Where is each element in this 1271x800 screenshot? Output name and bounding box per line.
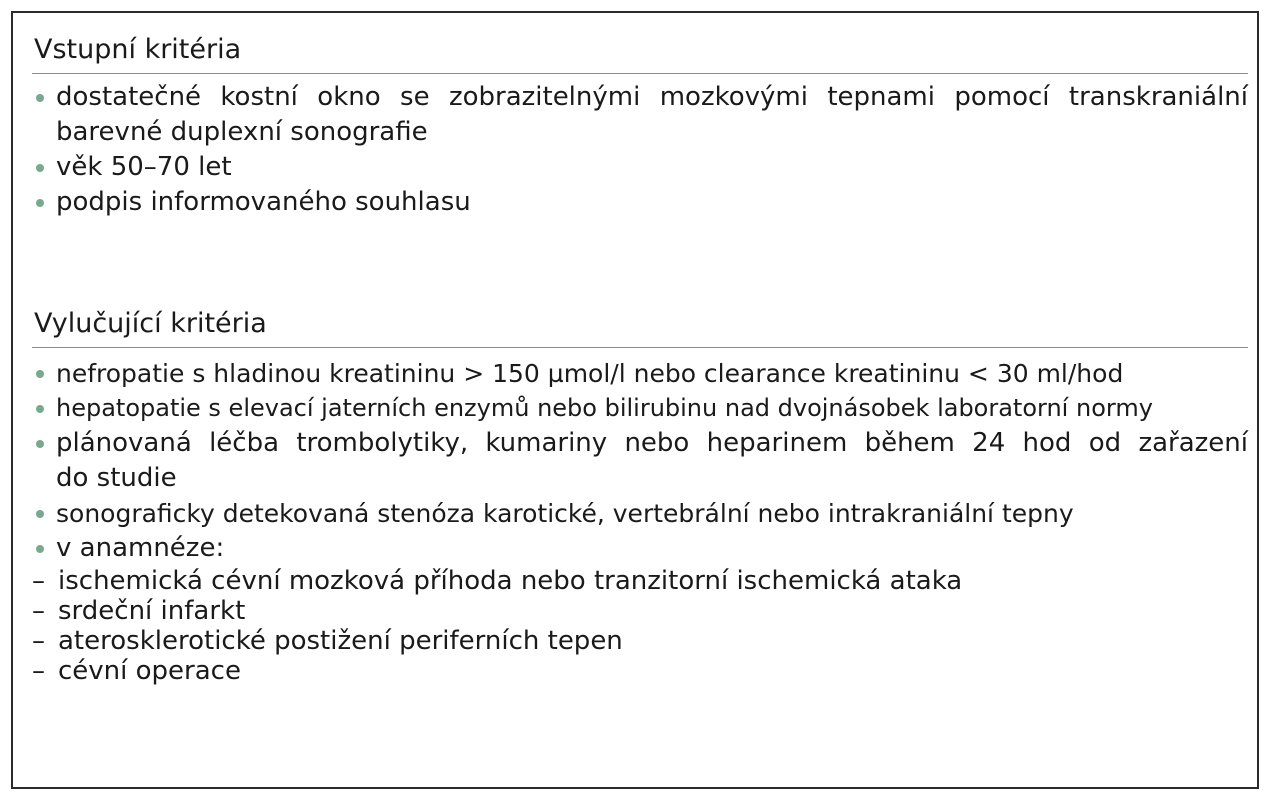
exclusion-divider — [32, 347, 1248, 348]
list-item — [32, 356, 1248, 391]
item-text-line: nefropatie s hladinou kreatininu > 150 µmol/l nebo clearance kreatininu < 30 ml/hod — [56, 359, 1124, 388]
bullet-icon — [36, 164, 44, 172]
criteria-table — [11, 11, 1259, 789]
sublist-item — [32, 626, 1248, 656]
list-item — [32, 185, 1248, 220]
item-text-line: do studie — [56, 463, 177, 493]
item-text-line: sonograficky detekovaná stenóza karotické, vertebrální nebo intrakraniální tepny — [56, 499, 1074, 528]
bullet-icon — [36, 440, 44, 448]
sublist-item — [32, 566, 1248, 596]
list-item — [32, 150, 1248, 185]
dash-marker: – — [32, 626, 45, 656]
item-text-line: v anamnéze: — [56, 533, 225, 563]
inclusion-list — [32, 80, 1248, 220]
dash-marker: – — [32, 566, 45, 596]
dash-marker: – — [32, 656, 45, 686]
sublist-item-text: srdeční infarkt — [58, 596, 246, 626]
inclusion-divider — [32, 73, 1248, 74]
dash-marker: – — [32, 596, 45, 626]
list-item — [32, 391, 1248, 426]
sublist-item — [32, 656, 1248, 686]
list-item — [32, 496, 1248, 531]
bullet-icon — [36, 370, 44, 378]
bullet-icon — [36, 94, 44, 102]
sublist-item-text: ischemická cévní mozková příhoda nebo tranzitorní ischemická ataka — [58, 566, 963, 596]
item-text-line: barevné duplexní sonografie — [56, 117, 428, 147]
history-sublist — [32, 566, 1248, 686]
item-text-line: plánovaná léčba trombolytiky, kumariny nebo heparinem během 24 hod od zařazení — [56, 428, 1248, 458]
sublist-item-text: cévní operace — [58, 656, 241, 686]
bullet-icon — [36, 510, 44, 518]
sublist-item-text: aterosklerotické postižení periferních tepen — [58, 626, 623, 656]
bullet-icon — [36, 545, 44, 553]
list-item — [32, 531, 1248, 686]
list-item — [32, 80, 1248, 150]
sublist-item — [32, 596, 1248, 626]
bullet-icon — [36, 405, 44, 413]
exclusion-list — [32, 356, 1248, 686]
item-text-line: věk 50–70 let — [56, 152, 232, 182]
exclusion-title: Vylučující kritéria — [34, 308, 267, 339]
item-text-line: podpis informovaného souhlasu — [56, 187, 471, 217]
exclusion-section — [32, 307, 1248, 686]
item-text-line: hepatopatie s elevací jaterních enzymů nebo bilirubinu nad dvojnásobek laboratorní normy — [56, 394, 1153, 422]
inclusion-section — [32, 33, 1248, 220]
bullet-icon — [36, 199, 44, 207]
inclusion-title: Vstupní kritéria — [34, 34, 242, 65]
list-item — [32, 426, 1248, 496]
item-text-line: dostatečné kostní okno se zobrazitelnými mozkovými tepnami pomocí transkraniální — [56, 82, 1248, 112]
